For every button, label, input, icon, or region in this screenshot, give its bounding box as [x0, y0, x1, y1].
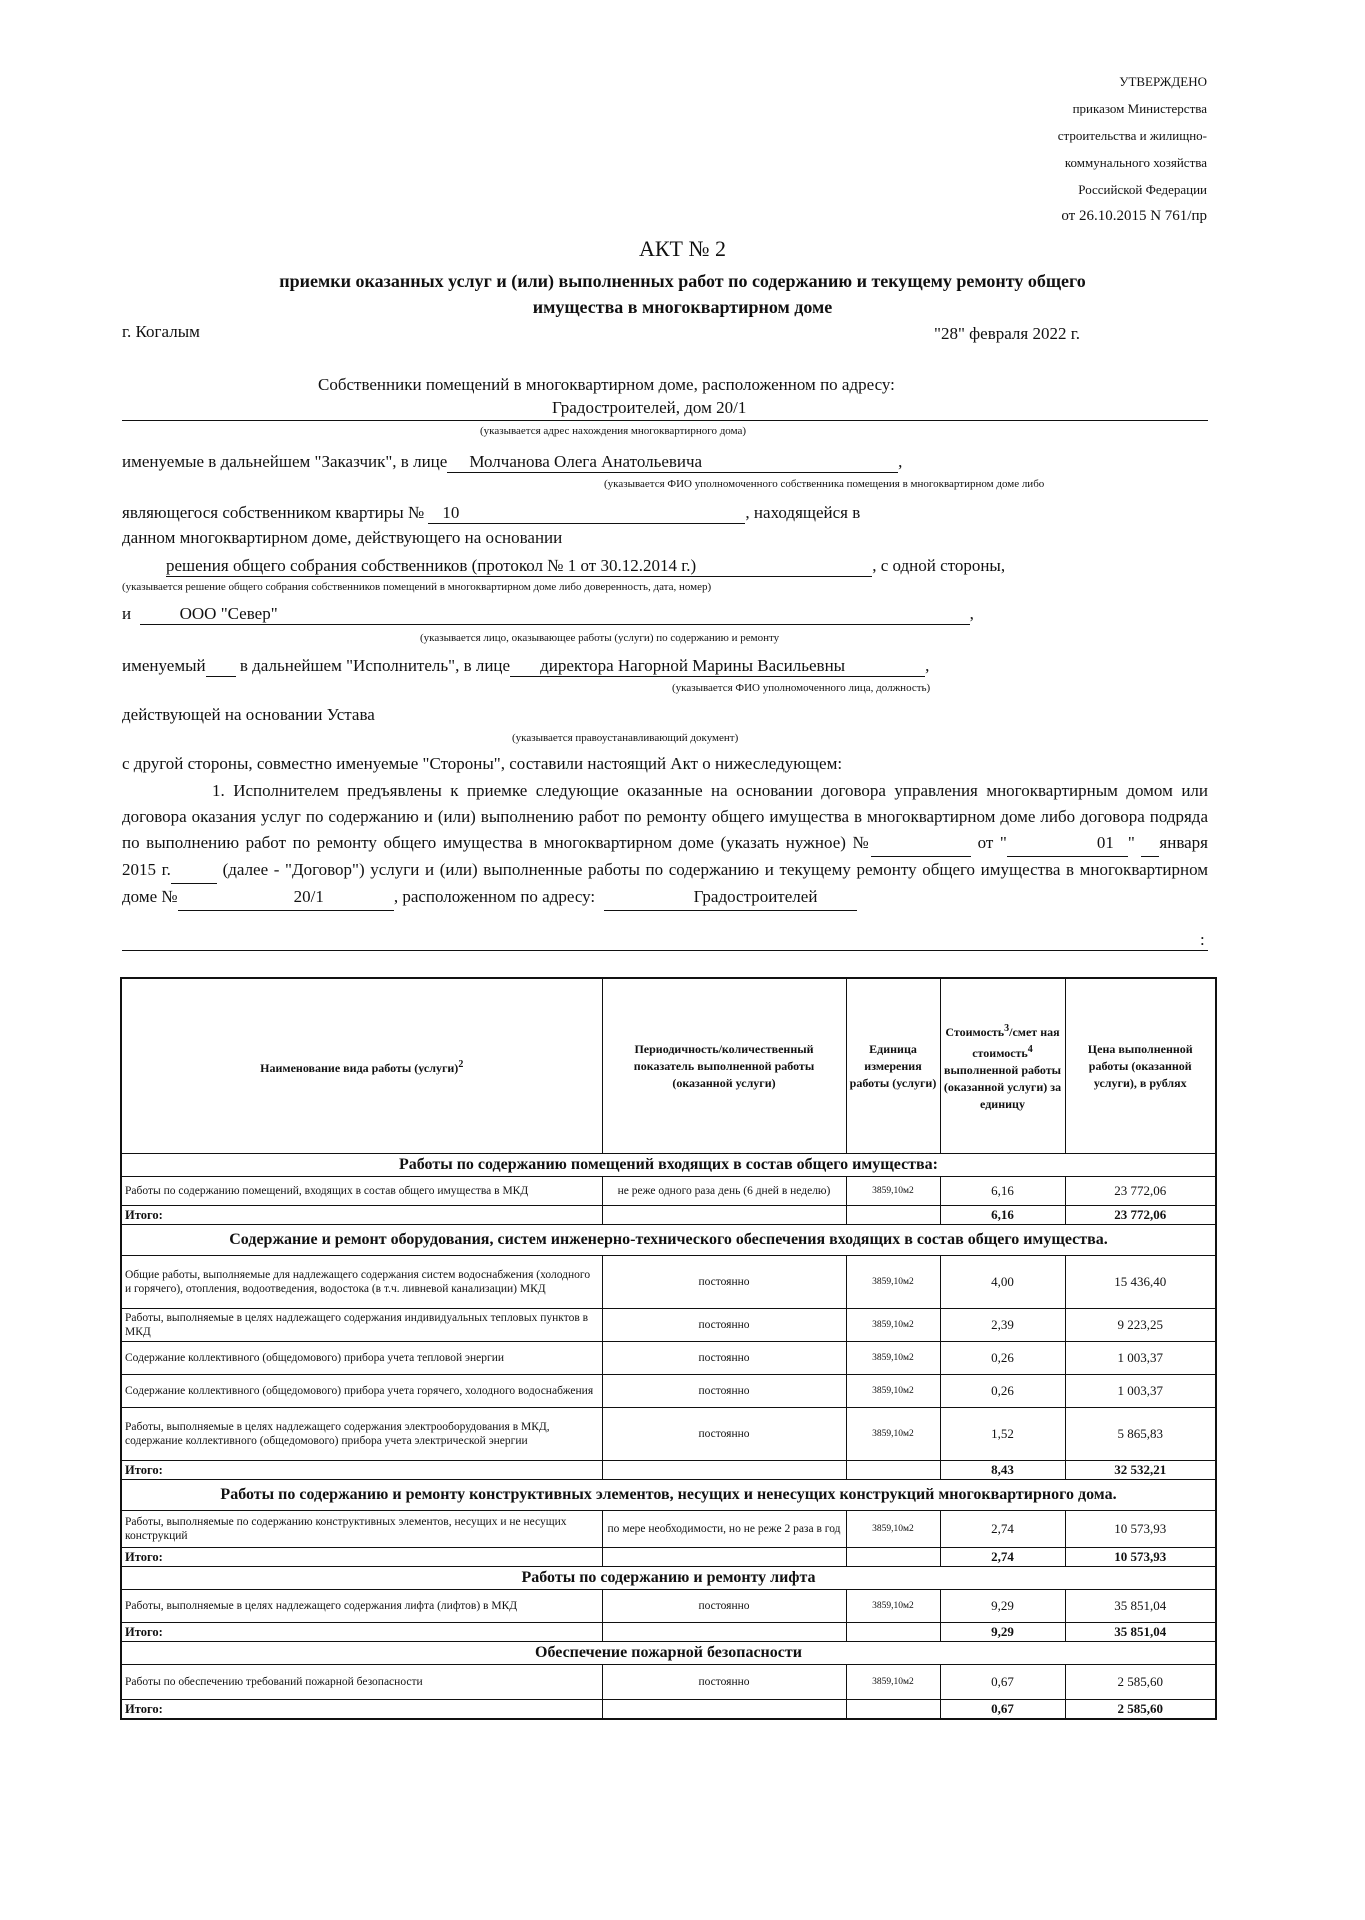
acting-hint: (указывается правоустанавливающий документ)	[512, 732, 739, 744]
clause-from: от "	[977, 833, 1007, 852]
work-unit: 3859,10м2	[846, 1511, 940, 1548]
section-row	[121, 1154, 1216, 1177]
work-price: 23 772,06	[1065, 1177, 1216, 1206]
header-period: Периодичность/количественный показатель выполненной работы (оказанной услуги)	[602, 978, 846, 1154]
work-period: по мере необходимости, но не реже 2 раза в год	[602, 1511, 846, 1548]
work-cost: 0,26	[940, 1342, 1065, 1375]
work-name: Общие работы, выполняемые для надлежащего содержания систем водоснабжения (холодного и горячего), отопления, водоотведения, водостока (в т.ч. ливневой канализации) МКД	[121, 1256, 602, 1309]
section-title: Работы по содержанию и ремонту лифта	[121, 1567, 1216, 1590]
header-unit: Единица измерения работы (услуги)	[846, 978, 940, 1154]
contract-month: января 2015 г.	[122, 833, 1208, 879]
total-price: 10 573,93	[1065, 1548, 1216, 1567]
comma: ,	[969, 604, 974, 623]
blank-line	[140, 604, 180, 625]
section-title: Содержание и ремонт оборудования, систем инженерно-технического обеспечения входящих в состав общего имущества.	[121, 1225, 1216, 1256]
total-cost: 9,29	[940, 1623, 1065, 1642]
work-unit: 3859,10м2	[846, 1408, 940, 1461]
total-label: Итого:	[121, 1206, 602, 1225]
blank-line	[1141, 830, 1159, 857]
basis-suffix: , с одной стороны,	[872, 556, 1006, 575]
total-row	[121, 1461, 1216, 1480]
empty-cell	[602, 1206, 846, 1225]
empty-cell	[846, 1461, 940, 1480]
blank-line	[178, 884, 204, 911]
blank-line	[278, 604, 970, 625]
total-cost: 0,67	[940, 1700, 1065, 1720]
executor-name: директора Нагорной Марины Васильевны	[540, 656, 846, 675]
approval-line: Российской Федерации	[1078, 182, 1207, 197]
work-unit: 3859,10м2	[846, 1665, 940, 1700]
work-unit: 3859,10м2	[846, 1309, 940, 1342]
work-price: 35 851,04	[1065, 1590, 1216, 1623]
empty-cell	[846, 1623, 940, 1642]
and-word: и	[122, 604, 132, 623]
work-cost: 1,52	[940, 1408, 1065, 1461]
work-name: Содержание коллективного (общедомового) прибора учета тепловой энергии	[121, 1342, 602, 1375]
total-price: 32 532,21	[1065, 1461, 1216, 1480]
total-cost: 2,74	[940, 1548, 1065, 1567]
comma: ,	[925, 656, 930, 675]
approval-line: строительства и жилищно-	[1057, 128, 1207, 143]
house-address: Градостроителей, дом 20/1	[552, 398, 747, 417]
blank-line	[845, 656, 925, 677]
approval-block	[947, 68, 1207, 230]
blank-line	[702, 452, 898, 473]
work-unit: 3859,10м2	[846, 1256, 940, 1309]
works-table	[120, 977, 1217, 1720]
work-period: не реже одного раза день (6 дней в неделю)	[602, 1177, 846, 1206]
executor-prefix: именуемый	[122, 656, 206, 675]
table-header-row	[121, 978, 1216, 1154]
clause-text-a: 1. Исполнителем предъявлены к приемке следующие оказанные на основании договора управления многоквартирным домом или договора оказания услуг по содержанию и (или) выполнению работ по ремонту общего имущества в многоквартирном доме либо договора подряда по выполнению работ по ремонту общего имущества в многоквартирном доме (указать нужное) №	[122, 781, 1208, 852]
table-row	[121, 1511, 1216, 1548]
work-unit: 3859,10м2	[846, 1177, 940, 1206]
work-period: постоянно	[602, 1342, 846, 1375]
clause-colon: :	[1200, 930, 1205, 949]
empty-cell	[602, 1623, 846, 1642]
address-hint: (указывается адрес нахождения многоквартирного дома)	[480, 425, 747, 437]
work-price: 5 865,83	[1065, 1408, 1216, 1461]
empty-cell	[846, 1206, 940, 1225]
basis-intro: данном многоквартирном доме, действующего на основании	[122, 528, 563, 547]
total-row	[121, 1548, 1216, 1567]
other-side: с другой стороны, совместно именуемые "Стороны", составили настоящий Акт о нижеследующем:	[122, 754, 843, 773]
table-row	[121, 1408, 1216, 1461]
blank-line	[171, 857, 217, 884]
clause-1: 1. Исполнителем предъявлены к приемке следующие оказанные на основании договора управления многоквартирным домом или договора оказания услуг по содержанию и (или) выполнению работ по ремонту общего имущества в многоквартирном доме либо договора подряда по выполнению работ по ремонту общего имущества в многоквартирном доме (указать нужное) № от " 01 " января 2015 г. (далее - "Договор") услуги и (или) выполненные работы по содержанию и текущему ремонту общего имущества в многоквартирном доме № 20/1 , расположенном по адресу: Градостроителей	[122, 778, 1208, 911]
apartment-line	[122, 503, 860, 524]
total-cost: 8,43	[940, 1461, 1065, 1480]
blank-line	[510, 656, 540, 677]
blank-line	[324, 884, 394, 911]
empty-cell	[846, 1700, 940, 1720]
address-blank-line	[122, 950, 1208, 951]
act-subtitle	[0, 268, 1365, 320]
work-cost: 2,74	[940, 1511, 1065, 1548]
apt-number: 10	[428, 503, 459, 524]
clause-text-c: , расположенном по адресу:	[393, 887, 596, 906]
comma: ,	[898, 452, 903, 471]
approval-date: от 26.10.2015 N 761/пр	[1061, 208, 1207, 224]
apt-prefix: являющегося собственником квартиры №	[122, 503, 425, 522]
contractor-line	[122, 604, 974, 625]
work-period: постоянно	[602, 1590, 846, 1623]
works-body	[121, 1154, 1216, 1720]
section-row	[121, 1480, 1216, 1511]
table-row	[121, 1342, 1216, 1375]
section-title: Обеспечение пожарной безопасности	[121, 1642, 1216, 1665]
section-title: Работы по содержанию помещений входящих в состав общего имущества:	[121, 1154, 1216, 1177]
work-period: постоянно	[602, 1665, 846, 1700]
empty-cell	[846, 1548, 940, 1567]
blank-line	[817, 884, 857, 911]
work-name: Работы, выполняемые по содержанию конструктивных элементов, несущих и не несущих конструкций	[121, 1511, 602, 1548]
empty-cell	[602, 1461, 846, 1480]
contractor-hint: (указывается лицо, оказывающее работы (услуги) по содержанию и ремонту	[420, 632, 780, 644]
work-name: Работы, выполняемые в целях надлежащего содержания электрооборудования в МКД, содержание коллективного (общедомового) прибора учета электрической энергии	[121, 1408, 602, 1461]
work-period: постоянно	[602, 1408, 846, 1461]
header-price: Цена выполненной работы (оказанной услуги), в рублях	[1065, 978, 1216, 1154]
customer-hint: (указывается ФИО уполномоченного собственника помещения в многоквартирном доме либо	[604, 478, 1045, 490]
work-cost: 0,26	[940, 1375, 1065, 1408]
total-label: Итого:	[121, 1700, 602, 1720]
blank-line	[1114, 830, 1128, 857]
clause-text-b: (далее - "Договор") услуги и (или) выполненные работы по содержанию и текущему ремонту общего имущества в многоквартирном доме №	[122, 860, 1209, 906]
total-label: Итого:	[121, 1461, 602, 1480]
work-price: 2 585,60	[1065, 1665, 1216, 1700]
work-name: Работы по обеспечению требований пожарной безопасности	[121, 1665, 602, 1700]
work-cost: 6,16	[940, 1177, 1065, 1206]
section-row	[121, 1225, 1216, 1256]
work-period: постоянно	[602, 1256, 846, 1309]
total-label: Итого:	[121, 1548, 602, 1567]
work-name: Работы, выполняемые в целях надлежащего содержания индивидуальных тепловых пунктов в МКД	[121, 1309, 602, 1342]
approval-line: приказом Министерства	[1072, 101, 1207, 116]
blank-line	[447, 452, 469, 473]
work-price: 9 223,25	[1065, 1309, 1216, 1342]
apt-suffix: , находящейся в	[745, 503, 861, 522]
work-name: Содержание коллективного (общедомового) прибора учета горячего, холодного водоснабжения	[121, 1375, 602, 1408]
work-period: постоянно	[602, 1375, 846, 1408]
total-price: 35 851,04	[1065, 1623, 1216, 1642]
blank-line	[871, 830, 971, 857]
table-row	[121, 1256, 1216, 1309]
total-row	[121, 1206, 1216, 1225]
work-price: 1 003,37	[1065, 1342, 1216, 1375]
executor-mid: в дальнейшем "Исполнитель", в лице	[239, 656, 511, 675]
street-name: Градостроителей	[604, 884, 818, 911]
section-row	[121, 1567, 1216, 1590]
executor-hint: (указывается ФИО уполномоченного лица, должность)	[672, 682, 931, 694]
total-cost: 6,16	[940, 1206, 1065, 1225]
acting-basis: действующей на основании Устава	[122, 705, 375, 724]
act-date: "28" февраля 2022 г.	[934, 324, 1081, 343]
approval-line: коммунального хозяйства	[1064, 155, 1207, 170]
work-cost: 9,29	[940, 1590, 1065, 1623]
table-row	[121, 1375, 1216, 1408]
table-row	[121, 1590, 1216, 1623]
table-row	[121, 1309, 1216, 1342]
act-title: АКТ № 2	[639, 236, 726, 261]
section-row	[121, 1642, 1216, 1665]
contract-day: 01	[1007, 830, 1114, 857]
work-name: Работы, выполняемые в целях надлежащего содержания лифта (лифтов) в МКД	[121, 1590, 602, 1623]
basis-hint: (указывается решение общего собрания собственников помещений в многоквартирном доме либо доверенность, дата, номер)	[122, 581, 712, 593]
blank-line	[459, 503, 745, 524]
blank-line	[696, 556, 872, 577]
work-price: 10 573,93	[1065, 1511, 1216, 1548]
header-cost: Стоимость$^3$/смет ная стоимость$^4$ выполненной работы (оказанной услуги) за единицу	[940, 978, 1065, 1154]
basis-text: решения общего собрания собственников (протокол № 1 от 30.12.2014 г.)	[166, 556, 697, 575]
work-unit: 3859,10м2	[846, 1342, 940, 1375]
basis-line	[166, 556, 1005, 577]
customer-line	[122, 452, 902, 473]
total-row	[121, 1700, 1216, 1720]
work-name: Работы по содержанию помещений, входящих в состав общего имущества в МКД	[121, 1177, 602, 1206]
work-cost: 4,00	[940, 1256, 1065, 1309]
work-cost: 0,67	[940, 1665, 1065, 1700]
total-price: 2 585,60	[1065, 1700, 1216, 1720]
owners-intro: Собственники помещений в многоквартирном доме, расположенном по адресу:	[318, 375, 895, 394]
total-row	[121, 1623, 1216, 1642]
section-title: Работы по содержанию и ремонту конструктивных элементов, несущих и ненесущих конструкций многоквартирного дома.	[121, 1480, 1216, 1511]
work-unit: 3859,10м2	[846, 1375, 940, 1408]
act-subtitle-line: имущества в многоквартирном доме	[532, 297, 833, 317]
executor-line	[122, 656, 929, 677]
header-name: Наименование вида работы (услуги)$^2$	[121, 978, 602, 1154]
contractor-name: ООО "Север"	[179, 604, 278, 623]
work-cost: 2,39	[940, 1309, 1065, 1342]
address-line	[122, 420, 1208, 421]
work-period: постоянно	[602, 1309, 846, 1342]
empty-cell	[602, 1548, 846, 1567]
approval-heading: УТВЕРЖДЕНО	[1119, 74, 1207, 89]
act-subtitle-line: приемки оказанных услуг и (или) выполненных работ по содержанию и текущему ремонту общего	[279, 271, 1086, 291]
work-price: 15 436,40	[1065, 1256, 1216, 1309]
house-number: 20/1	[204, 884, 324, 911]
customer-name: Молчанова Олега Анатольевича	[469, 452, 703, 471]
empty-cell	[602, 1700, 846, 1720]
customer-prefix: именуемые в дальнейшем "Заказчик", в лице	[122, 452, 448, 471]
total-price: 23 772,06	[1065, 1206, 1216, 1225]
blank-line	[206, 656, 236, 677]
total-label: Итого:	[121, 1623, 602, 1642]
city: г. Когалым	[122, 322, 200, 341]
work-price: 1 003,37	[1065, 1375, 1216, 1408]
work-unit: 3859,10м2	[846, 1590, 940, 1623]
table-row	[121, 1665, 1216, 1700]
table-row	[121, 1177, 1216, 1206]
